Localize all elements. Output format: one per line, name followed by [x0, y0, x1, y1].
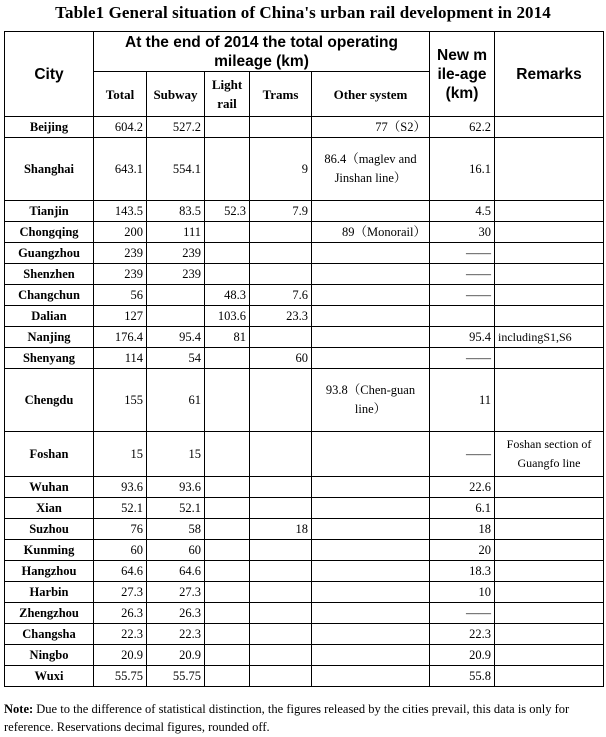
other-system-cell	[312, 498, 430, 519]
light-rail-cell	[205, 498, 250, 519]
remarks-cell	[495, 603, 604, 624]
city-cell: Chengdu	[5, 369, 94, 432]
header-mileage-group: At the end of 2014 the total operating mileage (km)	[94, 32, 430, 72]
remarks-cell	[495, 561, 604, 582]
remarks-cell: Foshan section of Guangfo line	[495, 432, 604, 477]
total-cell: 239	[94, 264, 147, 285]
subway-cell: 15	[147, 432, 205, 477]
header-trams: Trams	[250, 72, 312, 117]
subway-cell	[147, 306, 205, 327]
light-rail-cell	[205, 432, 250, 477]
header-city: City	[5, 32, 94, 117]
other-system-cell	[312, 264, 430, 285]
trams-cell	[250, 540, 312, 561]
table-row	[5, 201, 604, 222]
city-cell: Hangzhou	[5, 561, 94, 582]
new-mileage-cell	[430, 306, 495, 327]
trams-cell	[250, 222, 312, 243]
new-mileage-cell: 95.4	[430, 327, 495, 348]
light-rail-cell	[205, 477, 250, 498]
other-system-cell: 77（S2）	[312, 117, 430, 138]
table-row	[5, 666, 604, 687]
remarks-cell	[495, 666, 604, 687]
remarks-cell	[495, 498, 604, 519]
subway-cell: 527.2	[147, 117, 205, 138]
remarks-cell	[495, 117, 604, 138]
remarks-cell	[495, 519, 604, 540]
other-system-cell	[312, 519, 430, 540]
table-row	[5, 117, 604, 138]
subway-cell: 52.1	[147, 498, 205, 519]
light-rail-cell: 103.6	[205, 306, 250, 327]
light-rail-cell: 81	[205, 327, 250, 348]
trams-cell: 7.9	[250, 201, 312, 222]
table-row	[5, 540, 604, 561]
new-mileage-cell: 20.9	[430, 645, 495, 666]
city-cell: Shanghai	[5, 138, 94, 201]
other-system-cell	[312, 561, 430, 582]
subway-cell: 93.6	[147, 477, 205, 498]
remarks-cell	[495, 582, 604, 603]
table-row	[5, 624, 604, 645]
total-cell: 176.4	[94, 327, 147, 348]
other-system-cell	[312, 306, 430, 327]
subway-cell	[147, 285, 205, 306]
total-cell: 76	[94, 519, 147, 540]
header-other-system: Other system	[312, 72, 430, 117]
city-cell: Wuxi	[5, 666, 94, 687]
new-mileage-cell: 11	[430, 369, 495, 432]
other-system-cell	[312, 243, 430, 264]
header-light-rail: Light rail	[205, 72, 250, 117]
total-cell: 52.1	[94, 498, 147, 519]
header-subway: Subway	[147, 72, 205, 117]
new-mileage-cell: 20	[430, 540, 495, 561]
light-rail-cell	[205, 540, 250, 561]
trams-cell: 60	[250, 348, 312, 369]
total-cell: 93.6	[94, 477, 147, 498]
remarks-cell	[495, 138, 604, 201]
trams-cell	[250, 561, 312, 582]
other-system-cell	[312, 348, 430, 369]
total-cell: 604.2	[94, 117, 147, 138]
table-row	[5, 306, 604, 327]
trams-cell	[250, 645, 312, 666]
other-system-cell	[312, 432, 430, 477]
light-rail-cell	[205, 624, 250, 645]
subway-cell: 111	[147, 222, 205, 243]
header-remarks: Remarks	[495, 32, 604, 117]
table-row	[5, 369, 604, 432]
subway-cell: 60	[147, 540, 205, 561]
city-cell: Wuhan	[5, 477, 94, 498]
subway-cell: 61	[147, 369, 205, 432]
table-row	[5, 561, 604, 582]
trams-cell	[250, 432, 312, 477]
other-system-cell	[312, 582, 430, 603]
header-total: Total	[94, 72, 147, 117]
remarks-cell	[495, 306, 604, 327]
new-mileage-cell: ——	[430, 285, 495, 306]
city-cell: Dalian	[5, 306, 94, 327]
table-row	[5, 582, 604, 603]
remarks-cell	[495, 645, 604, 666]
light-rail-cell	[205, 222, 250, 243]
total-cell: 114	[94, 348, 147, 369]
subway-cell: 64.6	[147, 561, 205, 582]
total-cell: 55.75	[94, 666, 147, 687]
subway-cell: 58	[147, 519, 205, 540]
city-cell: Shenyang	[5, 348, 94, 369]
trams-cell	[250, 666, 312, 687]
new-mileage-cell: 18	[430, 519, 495, 540]
footnote-text: Due to the difference of statistical distinction, the figures released by the cities prevail, this data is only for reference. Reservations decimal figures, rounded off.	[4, 702, 570, 734]
total-cell: 64.6	[94, 561, 147, 582]
new-mileage-cell: ——	[430, 603, 495, 624]
table-row	[5, 519, 604, 540]
trams-cell: 7.6	[250, 285, 312, 306]
subway-cell: 26.3	[147, 603, 205, 624]
new-mileage-cell: ——	[430, 432, 495, 477]
table-row	[5, 327, 604, 348]
remarks-cell	[495, 477, 604, 498]
new-mileage-cell: 16.1	[430, 138, 495, 201]
table-row	[5, 138, 604, 201]
new-mileage-cell: 22.3	[430, 624, 495, 645]
total-cell: 22.3	[94, 624, 147, 645]
other-system-cell	[312, 201, 430, 222]
total-cell: 60	[94, 540, 147, 561]
light-rail-cell	[205, 519, 250, 540]
total-cell: 239	[94, 243, 147, 264]
remarks-cell	[495, 624, 604, 645]
city-cell: Chongqing	[5, 222, 94, 243]
total-cell: 155	[94, 369, 147, 432]
rail-table	[4, 31, 604, 687]
city-cell: Kunming	[5, 540, 94, 561]
light-rail-cell: 48.3	[205, 285, 250, 306]
table-row	[5, 432, 604, 477]
trams-cell: 18	[250, 519, 312, 540]
other-system-cell: 93.8（Chen-guan line）	[312, 369, 430, 432]
city-cell: Guangzhou	[5, 243, 94, 264]
remarks-cell	[495, 540, 604, 561]
total-cell: 127	[94, 306, 147, 327]
new-mileage-cell: ——	[430, 243, 495, 264]
subway-cell: 54	[147, 348, 205, 369]
city-cell: Changsha	[5, 624, 94, 645]
light-rail-cell	[205, 117, 250, 138]
new-mileage-cell: 30	[430, 222, 495, 243]
table-row	[5, 645, 604, 666]
trams-cell	[250, 369, 312, 432]
remarks-cell: includingS1,S6	[495, 327, 604, 348]
table-row	[5, 498, 604, 519]
other-system-cell: 89（Monorail）	[312, 222, 430, 243]
table-row	[5, 243, 604, 264]
table-body	[5, 117, 604, 687]
new-mileage-cell: 62.2	[430, 117, 495, 138]
light-rail-cell	[205, 264, 250, 285]
city-cell: Suzhou	[5, 519, 94, 540]
remarks-cell	[495, 369, 604, 432]
trams-cell	[250, 498, 312, 519]
other-system-cell	[312, 285, 430, 306]
new-mileage-cell: 22.6	[430, 477, 495, 498]
light-rail-cell	[205, 369, 250, 432]
city-cell: Foshan	[5, 432, 94, 477]
city-cell: Harbin	[5, 582, 94, 603]
remarks-cell	[495, 243, 604, 264]
other-system-cell	[312, 603, 430, 624]
other-system-cell	[312, 540, 430, 561]
subway-cell: 20.9	[147, 645, 205, 666]
table-row	[5, 477, 604, 498]
subway-cell: 83.5	[147, 201, 205, 222]
light-rail-cell	[205, 666, 250, 687]
new-mileage-cell: 10	[430, 582, 495, 603]
total-cell: 20.9	[94, 645, 147, 666]
remarks-cell	[495, 222, 604, 243]
header-new-mileage: New m ile-age (km)	[430, 32, 495, 117]
subway-cell: 55.75	[147, 666, 205, 687]
light-rail-cell	[205, 138, 250, 201]
remarks-cell	[495, 348, 604, 369]
other-system-cell	[312, 645, 430, 666]
total-cell: 643.1	[94, 138, 147, 201]
trams-cell	[250, 117, 312, 138]
light-rail-cell	[205, 243, 250, 264]
city-cell: Changchun	[5, 285, 94, 306]
light-rail-cell: 52.3	[205, 201, 250, 222]
city-cell: Beijing	[5, 117, 94, 138]
city-cell: Zhengzhou	[5, 603, 94, 624]
trams-cell	[250, 582, 312, 603]
subway-cell: 239	[147, 243, 205, 264]
table-row	[5, 285, 604, 306]
subway-cell: 27.3	[147, 582, 205, 603]
trams-cell	[250, 327, 312, 348]
table-row	[5, 222, 604, 243]
other-system-cell	[312, 327, 430, 348]
new-mileage-cell: ——	[430, 348, 495, 369]
city-cell: Nanjing	[5, 327, 94, 348]
table-row	[5, 264, 604, 285]
new-mileage-cell: 4.5	[430, 201, 495, 222]
light-rail-cell	[205, 561, 250, 582]
subway-cell: 22.3	[147, 624, 205, 645]
new-mileage-cell: ——	[430, 264, 495, 285]
subway-cell: 239	[147, 264, 205, 285]
new-mileage-cell: 55.8	[430, 666, 495, 687]
table-title: Table1 General situation of China's urban rail development in 2014	[55, 3, 551, 22]
new-mileage-cell: 18.3	[430, 561, 495, 582]
trams-cell: 23.3	[250, 306, 312, 327]
remarks-cell	[495, 285, 604, 306]
trams-cell	[250, 477, 312, 498]
trams-cell	[250, 264, 312, 285]
city-cell: Ningbo	[5, 645, 94, 666]
total-cell: 27.3	[94, 582, 147, 603]
remarks-cell	[495, 201, 604, 222]
total-cell: 143.5	[94, 201, 147, 222]
city-cell: Shenzhen	[5, 264, 94, 285]
light-rail-cell	[205, 582, 250, 603]
table-row	[5, 603, 604, 624]
total-cell: 26.3	[94, 603, 147, 624]
remarks-cell	[495, 264, 604, 285]
subway-cell: 95.4	[147, 327, 205, 348]
other-system-cell	[312, 624, 430, 645]
footnote	[4, 700, 603, 736]
trams-cell: 9	[250, 138, 312, 201]
subway-cell: 554.1	[147, 138, 205, 201]
table-row	[5, 348, 604, 369]
total-cell: 56	[94, 285, 147, 306]
new-mileage-cell: 6.1	[430, 498, 495, 519]
total-cell: 15	[94, 432, 147, 477]
city-cell: Xian	[5, 498, 94, 519]
light-rail-cell	[205, 603, 250, 624]
total-cell: 200	[94, 222, 147, 243]
other-system-cell	[312, 666, 430, 687]
trams-cell	[250, 624, 312, 645]
light-rail-cell	[205, 645, 250, 666]
light-rail-cell	[205, 348, 250, 369]
trams-cell	[250, 603, 312, 624]
footnote-label: Note:	[4, 702, 34, 716]
other-system-cell	[312, 477, 430, 498]
city-cell: Tianjin	[5, 201, 94, 222]
other-system-cell: 86.4（maglev and Jinshan line）	[312, 138, 430, 201]
trams-cell	[250, 243, 312, 264]
